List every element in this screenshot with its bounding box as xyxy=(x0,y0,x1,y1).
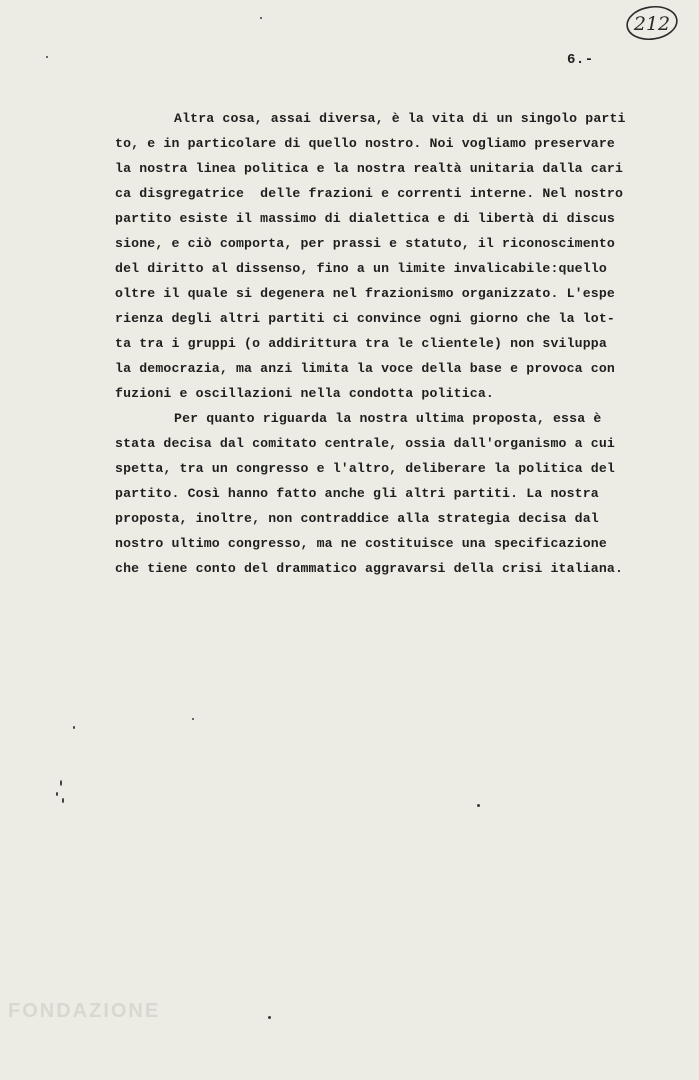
text-line: partito esiste il massimo di dialettica e di libertà di discus xyxy=(115,211,615,226)
text-line: la democrazia, ma anzi limita la voce della base e provoca con xyxy=(115,361,615,376)
text-line: oltre il quale si degenera nel frazionismo organizzato. L'espe xyxy=(115,286,615,301)
text-line: fuzioni e oscillazioni nella condotta politica. xyxy=(115,386,494,401)
text-line: nostro ultimo congresso, ma ne costituisce una specificazione xyxy=(115,536,607,551)
text-line: stata decisa dal comitato centrale, ossia dall'organismo a cui xyxy=(115,436,615,451)
text-line: spetta, tra un congresso e l'altro, deliberare la politica del xyxy=(115,461,615,476)
text-line: Per quanto riguarda la nostra ultima proposta, essa è xyxy=(174,411,602,426)
paper-speck xyxy=(268,1016,271,1019)
text-line: Altra cosa, assai diversa, è la vita di un singolo parti xyxy=(174,111,626,126)
text-line: la nostra linea politica e la nostra realtà unitaria dalla cari xyxy=(115,161,624,176)
archive-watermark: FONDAZIONE xyxy=(8,1000,161,1022)
text-line: che tiene conto del drammatico aggravarsi della crisi italiana. xyxy=(115,561,624,576)
text-line: to, e in particolare di quello nostro. Noi vogliamo preservare xyxy=(115,136,615,151)
paper-speck xyxy=(477,804,480,807)
text-line: sione, e ciò comporta, per prassi e statuto, il riconoscimento xyxy=(115,236,615,251)
paper-speck xyxy=(73,726,75,729)
paper-speck xyxy=(46,56,48,58)
paper-speck xyxy=(192,718,194,720)
text-line: rienza degli altri partiti ci convince ogni giorno che la lot- xyxy=(115,311,615,326)
text-line: ca disgregatrice delle frazioni e correnti interne. Nel nostro xyxy=(115,186,624,201)
archive-number-stamp xyxy=(624,3,680,43)
paper-speck xyxy=(56,792,58,796)
text-line: del diritto al dissenso, fino a un limite invalicabile:quello xyxy=(115,261,607,276)
text-line: partito. Così hanno fatto anche gli altri partiti. La nostra xyxy=(115,486,599,501)
page-number: 6.- xyxy=(567,52,594,68)
text-line: proposta, inoltre, non contraddice alla strategia decisa dal xyxy=(115,511,599,526)
paper-speck xyxy=(62,798,64,803)
text-line: ta tra i gruppi (o addirittura tra le clientele) non sviluppa xyxy=(115,336,607,351)
paper-speck xyxy=(260,17,262,19)
archive-number-text: 212 xyxy=(633,13,671,35)
paper-speck xyxy=(60,780,62,786)
